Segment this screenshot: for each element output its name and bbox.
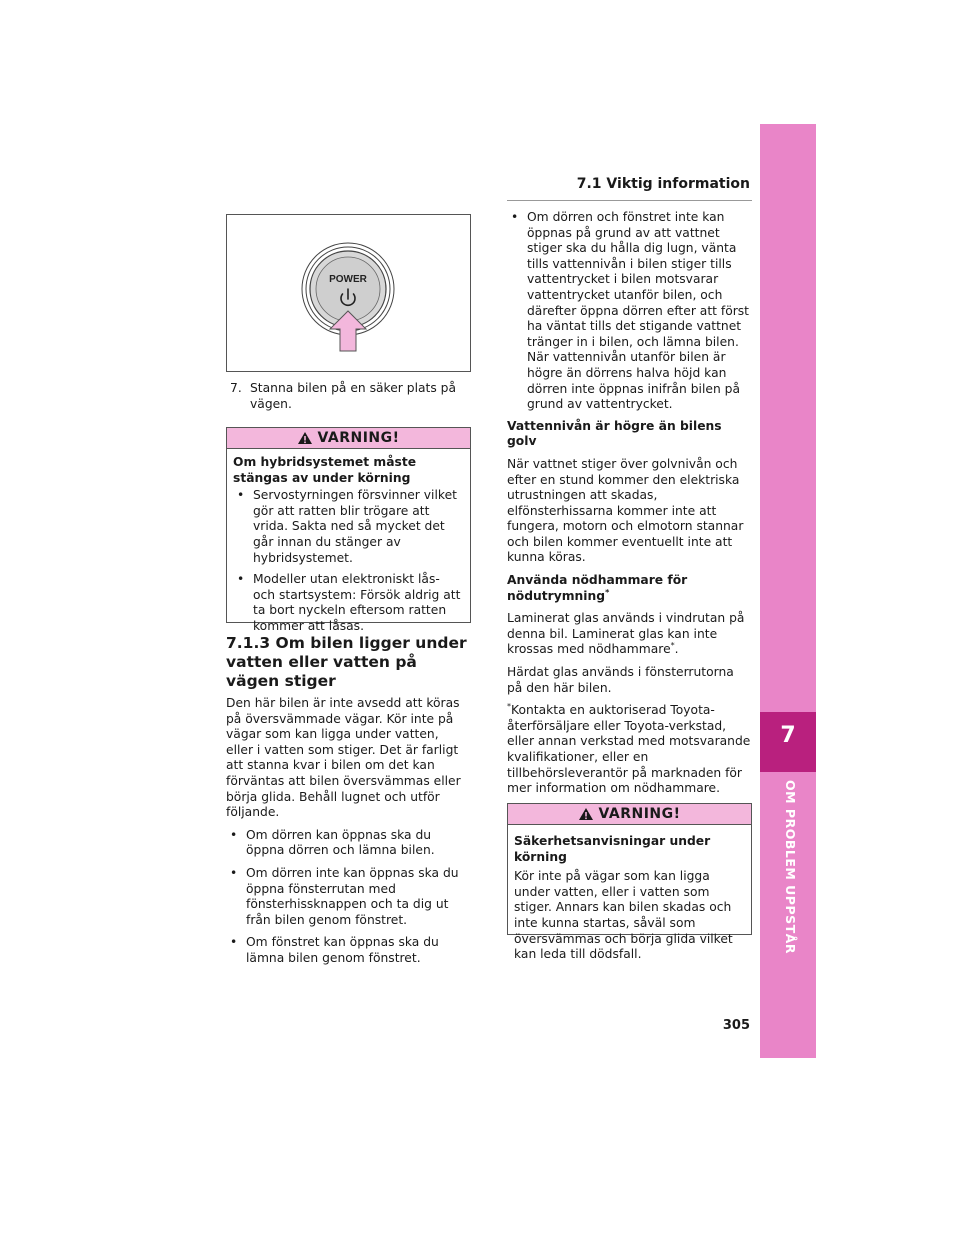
list-item: • Om dörren och fönstret inte kan öppnas på grund av att vattnet stiger ska du hålla dig lugn, vänta tills vattennivån i bilen stiger tills vattentrycket i bilen motsvarar vattentrycket utanför bilen, och därefter öppna dörren efter att först ha väntat tills det stigande vattnet tränger in i bilen, och lämna bilen. När vattennivån utanför bilen är högre än dörrens halva höjd kan dörren inte öppnas inifrån bilen på grund av vattentrycket. [507, 210, 751, 413]
intro-paragraph: Den här bilen är inte avsedd att köras på översvämmade vägar. Kör inte på vägar som kan ligga under vatten, eller i vatten som stiger. Det är farligt att stanna kvar i bilen om det kan förväntas att bilen översvämmas eller börja glida. Behåll lugnet och utför följande. [226, 696, 461, 820]
section-title: 7.1.3 Om bilen ligger under vatten eller vatten på vägen stiger [226, 634, 467, 690]
warning-subtitle: Om hybridsystemet måste stängas av under körning [233, 455, 417, 485]
power-button-label: POWER [329, 274, 367, 285]
list-item: • Om dörren inte kan öppnas ska du öppna fönsterrutan med fönsterhissknappen och ta dig ut från bilen genom fönstret. [226, 866, 469, 928]
section-body-left [226, 696, 469, 974]
warning-icon [578, 807, 594, 821]
warning-subtitle: Säkerhetsanvisningar under körning [514, 834, 711, 864]
list-item: • Om dörren kan öppnas ska du öppna dörren och lämna bilen. [226, 828, 469, 859]
step-7 [230, 381, 470, 412]
tempered-glass-paragraph: Härdat glas används i fönsterrutorna på den här bilen. [507, 665, 734, 695]
list-item: • Om fönstret kan öppnas ska du lämna bilen genom fönstret. [226, 935, 469, 966]
page-number: 305 [722, 1018, 750, 1033]
water-level-paragraph: När vattnet stiger över golvnivån och efter en stund kommer den elektriska utrustningen att skadas, elfönsterhissarna kommer inte att fungera, motorn och elmotorn stannar och bilen kommer eventuellt inte att kunna köras. [507, 456, 744, 565]
footnote: *Kontakta en auktoriserad Toyota-återförsäljare eller Toyota-verkstad, eller annan verkstad med motsvarande kvalifikationer, eller en tillbehörsleverantör på marknaden för mer information om nödhammare. [507, 702, 751, 796]
power-button-figure [226, 214, 471, 372]
section-body-right [507, 210, 751, 804]
step-text: Stanna bilen på en säker plats på vägen. [250, 381, 457, 411]
warning-title: VARNING! [317, 430, 400, 446]
chapter-number: 7 [780, 723, 796, 748]
page-header-title: 7.1 Viktig information [576, 176, 750, 192]
warning-bullet: • Servostyrningen försvinner vilket gör att ratten blir trögare att vrida. Sakta ned så mycket det går innan du stänger av hybridsystemet. [233, 488, 464, 566]
step-number: 7. [230, 381, 242, 395]
chapter-label: OM PROBLEM UPPSTÅR [783, 780, 798, 954]
laminated-glass-paragraph: Laminerat glas används i vindrutan på denna bil. Laminerat glas kan inte krossas med nödhammare*. [507, 611, 745, 657]
warning-bullet: • Modeller utan elektroniskt lås- och startsystem: Försök aldrig att ta bort nyckeln eftersom ratten kommer att låsas. [233, 572, 464, 634]
subheading-emergency-hammer: Använda nödhammare för nödutrymning* [507, 573, 688, 603]
subheading-water-level: Vattennivån är högre än bilens golv [507, 418, 722, 449]
warning-header [227, 428, 470, 449]
warning-header [508, 804, 751, 825]
warning-icon [297, 431, 313, 445]
warning-title: VARNING! [598, 806, 681, 822]
warning-text: Kör inte på vägar som kan ligga under vatten, eller i vatten som stiger. Annars kan bilen skadas och inte kunna startas, såväl som översvämmas och börja glida vilket kan leda till dödsfall. [514, 869, 733, 962]
warning-box-hybrid [226, 427, 471, 633]
warning-box-driving [507, 803, 752, 962]
header-divider [507, 200, 752, 201]
power-button-illustration [227, 215, 470, 371]
